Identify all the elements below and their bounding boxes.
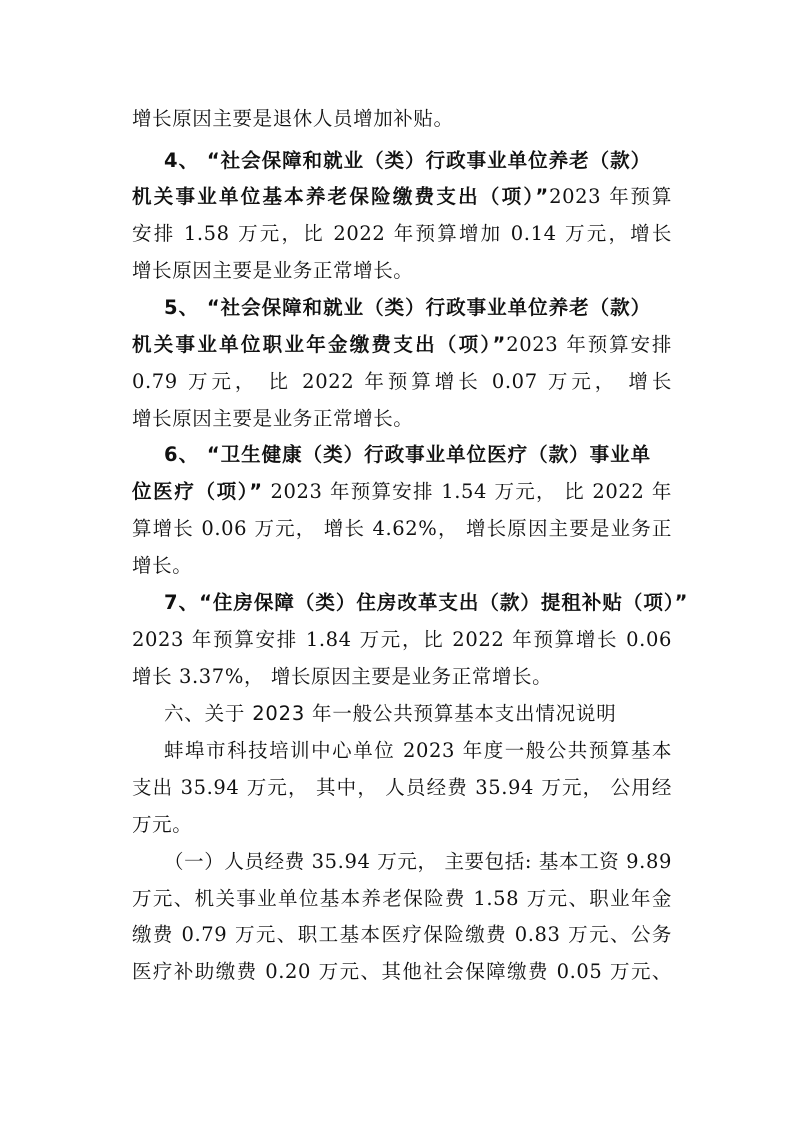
paragraph-line: 增长原因主要是业务正常增长。 bbox=[132, 407, 414, 430]
item-5-heading: 5、 “社会保障和就业（类）行政事业单位养老（款） bbox=[164, 296, 652, 319]
section-6-heading: 六、关于 2023 年一般公共预算基本支出情况说明 bbox=[164, 702, 617, 725]
paragraph-line: 医疗补助缴费 0.20 万元、其他社会保障缴费 0.05 万元、 bbox=[132, 960, 672, 983]
paragraph-line: 位医疗（项）” 2023 年预算安排 1.54 万元， 比 2022 年 bbox=[132, 480, 672, 503]
paragraph-line: 机关事业单位职业年金缴费支出（项）”2023 年预算安排 bbox=[132, 333, 672, 356]
paragraph-line: 增长 3.37%， 增长原因主要是业务正常增长。 bbox=[132, 665, 553, 688]
paragraph-line: 安排 1.58 万元，比 2022 年预算增加 0.14 万元，增长 bbox=[132, 222, 672, 245]
paragraph-line: 缴费 0.79 万元、职工基本医疗保险缴费 0.83 万元、公务 bbox=[132, 923, 672, 946]
item-7-heading: 7、“住房保障（类）住房改革支出（款）提租补贴（项）” bbox=[164, 591, 689, 614]
item-4-heading: 4、 “社会保障和就业（类）行政事业单位养老（款） bbox=[164, 149, 652, 172]
paragraph-line: 2023 年预算安排 1.84 万元，比 2022 年预算增长 0.06 bbox=[132, 628, 672, 651]
paragraph-line: 0.79 万元， 比 2022 年预算增长 0.07 万元， 增长 bbox=[132, 370, 672, 393]
paragraph-line: 蚌埠市科技培训中心单位 2023 年度一般公共预算基本 bbox=[164, 739, 672, 762]
paragraph-line: 增长。 bbox=[132, 554, 193, 577]
item-6-heading: 6、 “卫生健康（类）行政事业单位医疗（款）事业单 bbox=[164, 443, 652, 466]
paragraph-line: 算增长 0.06 万元， 增长 4.62%， 增长原因主要是业务正 bbox=[132, 517, 672, 540]
paragraph-line: 机关事业单位基本养老保险缴费支出（项）”2023 年预算 bbox=[132, 185, 672, 208]
paragraph-line: （一）人员经费 35.94 万元， 主要包括: 基本工资 9.89 bbox=[164, 850, 672, 873]
paragraph-line: 增长原因主要是业务正常增长。 bbox=[132, 259, 414, 282]
paragraph-line: 支出 35.94 万元， 其中， 人员经费 35.94 万元， 公用经 bbox=[132, 776, 672, 799]
paragraph-line: 万元、机关事业单位基本养老保险费 1.58 万元、职业年金 bbox=[132, 887, 672, 910]
paragraph-line: 万元。 bbox=[132, 813, 193, 836]
paragraph-line: 增长原因主要是退休人员增加补贴。 bbox=[132, 107, 454, 130]
